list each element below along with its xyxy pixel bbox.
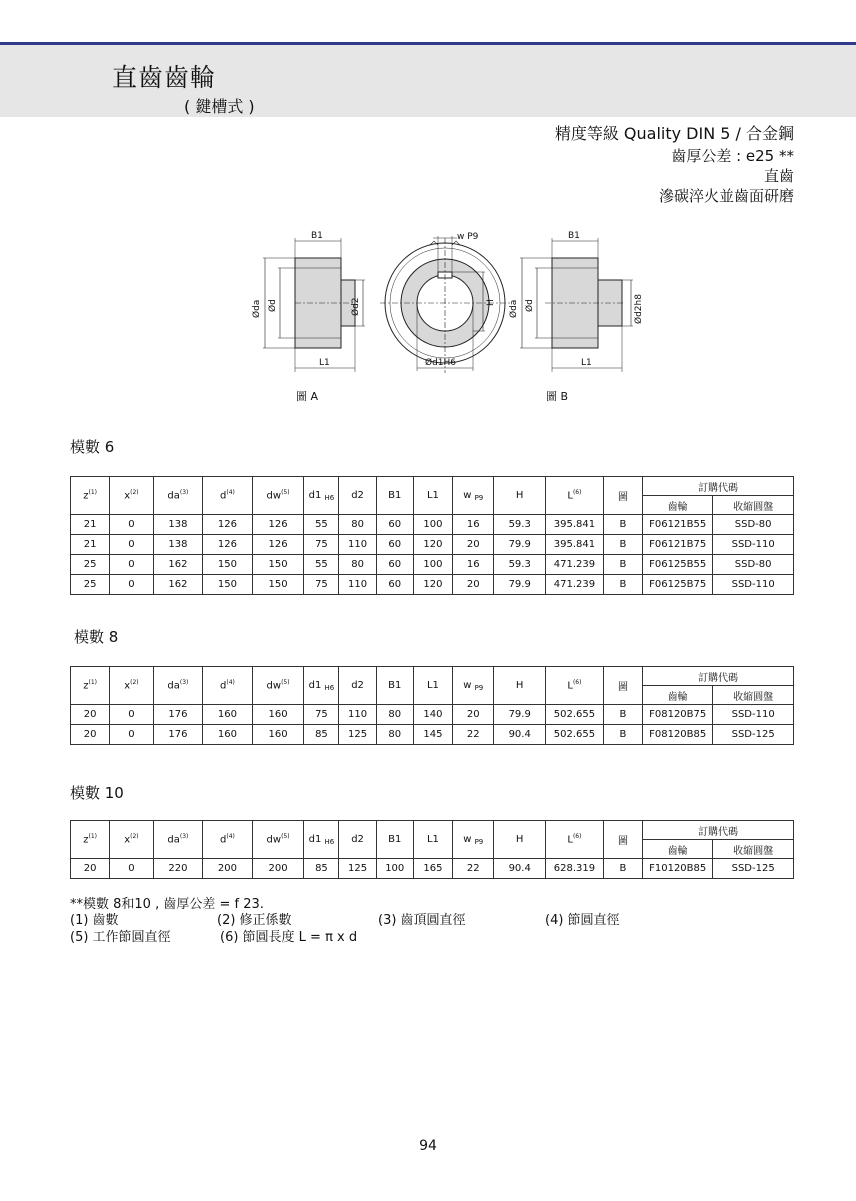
note-5: (5) 工作節圓直徑 [70, 930, 171, 945]
table-cell: F06121B75 [643, 535, 713, 555]
table-cell: 0 [110, 575, 153, 595]
table-cell: 79.9 [494, 535, 546, 555]
col-z-header [71, 821, 110, 859]
header-h: H [515, 490, 524, 501]
header-l1: L1 [426, 680, 439, 691]
col-d-header [203, 667, 253, 705]
table-cell: 200 [252, 859, 304, 879]
table-cell: F10120B85 [643, 859, 713, 879]
header-l1: L1 [426, 490, 439, 501]
table-cell: 0 [110, 859, 153, 879]
fig-a-b1-label: B1 [311, 231, 323, 241]
header-d1: d1 [308, 679, 322, 691]
table-cell: 125 [339, 725, 376, 745]
header-w-sub: P9 [474, 683, 484, 692]
header-b1: B1 [388, 490, 402, 501]
header-d2: d2 [351, 490, 364, 501]
col-d-header [203, 821, 253, 859]
table-cell: 55 [304, 515, 339, 535]
table-cell: 22 [453, 859, 494, 879]
gear-code-header: 齒輪 [643, 686, 713, 705]
table-cell: 16 [453, 515, 494, 535]
col-dw-header [252, 477, 304, 515]
table-cell: 55 [304, 555, 339, 575]
col-dw-header [252, 821, 304, 859]
table-cell: 110 [339, 535, 376, 555]
clamp-code-header: 收縮圓盤 [713, 496, 794, 515]
header-da-ref: (3) [179, 833, 189, 841]
table-cell: 75 [304, 575, 339, 595]
table-cell: 0 [110, 725, 153, 745]
fig-a-d2-label: Ød2 [351, 297, 361, 316]
header-w-sub: P9 [474, 837, 484, 846]
table-cell: 150 [252, 555, 304, 575]
table-cell: 80 [376, 725, 413, 745]
table-cell: 471.239 [546, 555, 604, 575]
table-cell: 90.4 [494, 725, 546, 745]
note-1: (1) 齒數 [70, 913, 119, 928]
table-cell: 59.3 [494, 555, 546, 575]
figure-a-caption: 圖 A [296, 390, 319, 403]
table-cell: 59.3 [494, 515, 546, 535]
table-row [71, 575, 794, 595]
col-fig-header [603, 821, 642, 859]
header-l: L [567, 680, 573, 692]
table-cell: B [603, 535, 642, 555]
header-l1: L1 [426, 834, 439, 845]
table-cell: 126 [203, 515, 253, 535]
col-w-header [453, 821, 494, 859]
table-cell: SSD-125 [713, 859, 794, 879]
header-l: L [567, 490, 573, 502]
section-title-module-6: 模數 6 [70, 438, 115, 456]
fig-b-da-label: Øda [509, 299, 519, 318]
header-x-ref: (2) [130, 489, 139, 497]
table-cell: 60 [376, 515, 413, 535]
table-cell: 21 [71, 515, 110, 535]
header-z: z [83, 490, 89, 502]
table-cell: F06125B55 [643, 555, 713, 575]
header-da-ref: (3) [179, 679, 189, 687]
header-da: da [167, 490, 180, 502]
table-cell: 79.9 [494, 705, 546, 725]
col-x-header [110, 667, 153, 705]
header-dw-ref: (5) [281, 489, 290, 497]
table-cell: SSD-110 [713, 705, 794, 725]
header-x: x [124, 680, 131, 692]
table-cell: 0 [110, 515, 153, 535]
table-cell: 160 [203, 725, 253, 745]
front-d1h6-label: Ød1H6 [425, 358, 457, 368]
col-w-header [453, 667, 494, 705]
table-row [71, 705, 794, 725]
header-z: z [83, 834, 89, 846]
header-w: w [463, 833, 472, 845]
table-cell: 75 [304, 705, 339, 725]
col-l-header [546, 477, 604, 515]
table-row [71, 515, 794, 535]
fig-b-d-label: Ød [525, 299, 535, 312]
fig-a-d-label: Ød [268, 299, 278, 312]
col-d2-header [339, 667, 376, 705]
table-cell: SSD-125 [713, 725, 794, 745]
section-title-module-8: 模數 8 [74, 628, 119, 646]
header-dw: dw [266, 490, 282, 502]
table-cell: F08120B85 [643, 725, 713, 745]
header-l: L [567, 834, 573, 846]
header-h: H [515, 834, 524, 845]
table-cell: 140 [413, 705, 452, 725]
table-cell: 126 [252, 515, 304, 535]
header-d1-sub: H6 [324, 683, 335, 692]
table-cell: B [603, 725, 642, 745]
header-d-ref: (4) [226, 679, 235, 687]
table-cell: 126 [252, 535, 304, 555]
header-w: w [463, 679, 472, 691]
table-cell: 20 [71, 725, 110, 745]
table-cell: 85 [304, 859, 339, 879]
front-h-label: H [486, 299, 496, 306]
table-cell: 80 [339, 555, 376, 575]
spec-table-module-6 [70, 476, 794, 595]
table-cell: 100 [376, 859, 413, 879]
table-cell: 0 [110, 555, 153, 575]
table-cell: 502.655 [546, 725, 604, 745]
col-d2-header [339, 821, 376, 859]
table-cell: F06121B55 [643, 515, 713, 535]
table-cell: 0 [110, 535, 153, 555]
header-z-ref: (1) [88, 833, 97, 841]
figure-b-caption: 圖 B [546, 390, 569, 403]
header-fig: 圖 [617, 682, 628, 693]
table-cell: B [603, 575, 642, 595]
spec-table-module-10 [70, 820, 794, 879]
col-fig-header [603, 667, 642, 705]
note-3: (3) 齒頂圓直徑 [378, 913, 466, 928]
table-cell: 145 [413, 725, 452, 745]
header-b1: B1 [388, 834, 402, 845]
table-cell: 628.319 [546, 859, 604, 879]
order-code-header: 訂購代碼 [643, 821, 794, 840]
table-cell: 162 [153, 555, 203, 575]
table-cell: 150 [203, 555, 253, 575]
table-cell: 100 [413, 515, 452, 535]
col-w-header [453, 477, 494, 515]
table-cell: 100 [413, 555, 452, 575]
table-cell: 16 [453, 555, 494, 575]
table-cell: 125 [339, 859, 376, 879]
col-l-header [546, 821, 604, 859]
header-z-ref: (1) [88, 679, 97, 687]
table-cell: 160 [252, 725, 304, 745]
table-cell: 20 [71, 859, 110, 879]
table-cell: SSD-110 [713, 535, 794, 555]
header-da: da [167, 834, 180, 846]
spec-quality: 精度等級 Quality DIN 5 / 合金鋼 [554, 124, 794, 143]
fig-a-da-label: Øda [252, 299, 262, 318]
page-subtitle: ( 鍵槽式 ) [184, 97, 255, 116]
table-cell: 471.239 [546, 575, 604, 595]
table-cell: 90.4 [494, 859, 546, 879]
table-cell: 80 [339, 515, 376, 535]
table-cell: F08120B75 [643, 705, 713, 725]
header-da: da [167, 680, 180, 692]
header-dw-ref: (5) [281, 833, 290, 841]
table-row [71, 859, 794, 879]
table-cell: SSD-110 [713, 575, 794, 595]
order-code-header: 訂購代碼 [643, 667, 794, 686]
table-cell: 20 [453, 535, 494, 555]
header-b1: B1 [388, 680, 402, 691]
table-cell: B [603, 555, 642, 575]
col-l1-header [413, 821, 452, 859]
table-row [71, 535, 794, 555]
col-h-header [494, 821, 546, 859]
header-x: x [124, 490, 131, 502]
table-cell: 80 [376, 705, 413, 725]
header-d1: d1 [308, 833, 322, 845]
table-cell: 502.655 [546, 705, 604, 725]
table-cell: 165 [413, 859, 452, 879]
header-dw: dw [266, 680, 282, 692]
note-6: (6) 節圓長度 L = π x d [220, 930, 358, 945]
col-z-header [71, 667, 110, 705]
section-title-module-10: 模數 10 [70, 784, 124, 802]
table-row [71, 725, 794, 745]
col-da-header [153, 821, 203, 859]
table-cell: 75 [304, 535, 339, 555]
col-b1-header [376, 667, 413, 705]
note-4: (4) 節圓直徑 [545, 913, 620, 928]
header-w: w [463, 489, 472, 501]
spec-treatment: 滲碳淬火並齒面研磨 [658, 187, 794, 205]
table-cell: 200 [203, 859, 253, 879]
col-h-header [494, 667, 546, 705]
header-d2: d2 [351, 680, 364, 691]
table-cell: 21 [71, 535, 110, 555]
col-l1-header [413, 477, 452, 515]
table-cell: 162 [153, 575, 203, 595]
header-l-ref: (6) [572, 833, 582, 841]
col-da-header [153, 667, 203, 705]
header-l-ref: (6) [572, 489, 582, 497]
col-d2-header [339, 477, 376, 515]
table-row [71, 555, 794, 575]
header-x-ref: (2) [130, 679, 139, 687]
col-x-header [110, 477, 153, 515]
header-fig: 圖 [617, 836, 628, 847]
col-da-header [153, 477, 203, 515]
fig-a-l1-label: L1 [319, 358, 330, 368]
table-cell: 25 [71, 575, 110, 595]
table-cell: 220 [153, 859, 203, 879]
table-cell: 22 [453, 725, 494, 745]
header-fig: 圖 [617, 492, 628, 503]
page-title: 直齒齒輪 [112, 63, 217, 92]
fig-b-l1-label: L1 [581, 358, 592, 368]
spec-tooth-type: 直齒 [763, 167, 794, 185]
order-code-header: 訂購代碼 [643, 477, 794, 496]
page-number: 94 [419, 1138, 437, 1154]
col-h-header [494, 477, 546, 515]
header-h: H [515, 680, 524, 691]
header-dw-ref: (5) [281, 679, 290, 687]
table-cell: 176 [153, 705, 203, 725]
table-cell: 160 [252, 705, 304, 725]
clamp-code-header: 收縮圓盤 [713, 840, 794, 859]
table-cell: 20 [453, 705, 494, 725]
col-d-header [203, 477, 253, 515]
fig-b-b1-label: B1 [568, 231, 580, 241]
table-cell: 0 [110, 705, 153, 725]
front-wp9-label: w P9 [457, 232, 479, 242]
header-d: d [220, 490, 227, 502]
table-cell: 120 [413, 575, 452, 595]
col-d1-header [304, 821, 339, 859]
table-cell: 20 [453, 575, 494, 595]
table-cell: 25 [71, 555, 110, 575]
table-cell: 138 [153, 515, 203, 535]
table-cell: 176 [153, 725, 203, 745]
note-module-tolerance: **模數 8和10 , 齒厚公差 = f 23. [70, 897, 264, 912]
table-cell: SSD-80 [713, 515, 794, 535]
table-cell: 79.9 [494, 575, 546, 595]
table-cell: 60 [376, 535, 413, 555]
col-x-header [110, 821, 153, 859]
header-d-ref: (4) [226, 833, 235, 841]
col-z-header [71, 477, 110, 515]
spec-table-module-8 [70, 666, 794, 745]
gear-drawing [245, 228, 645, 408]
col-l-header [546, 667, 604, 705]
header-x: x [124, 834, 131, 846]
table-cell: 150 [252, 575, 304, 595]
table-cell: SSD-80 [713, 555, 794, 575]
col-d1-header [304, 667, 339, 705]
table-cell: 110 [339, 705, 376, 725]
table-cell: 126 [203, 535, 253, 555]
table-cell: 160 [203, 705, 253, 725]
header-z-ref: (1) [88, 489, 97, 497]
header-d1-sub: H6 [324, 493, 335, 502]
header-d2: d2 [351, 834, 364, 845]
header-da-ref: (3) [179, 489, 189, 497]
header-d1-sub: H6 [324, 837, 335, 846]
note-2: (2) 修正係數 [217, 913, 292, 928]
col-dw-header [252, 667, 304, 705]
table-cell: 395.841 [546, 535, 604, 555]
header-dw: dw [266, 834, 282, 846]
table-cell: 60 [376, 555, 413, 575]
gear-code-header: 齒輪 [643, 840, 713, 859]
col-b1-header [376, 821, 413, 859]
spec-tolerance: 齒厚公差 : e25 ** [671, 147, 794, 165]
col-b1-header [376, 477, 413, 515]
table-cell: 150 [203, 575, 253, 595]
table-cell: 138 [153, 535, 203, 555]
gear-code-header: 齒輪 [643, 496, 713, 515]
table-cell: 395.841 [546, 515, 604, 535]
table-cell: 85 [304, 725, 339, 745]
header-d: d [220, 680, 227, 692]
fig-b-d2h8-label: Ød2h8 [634, 294, 644, 324]
table-cell: 60 [376, 575, 413, 595]
header-z: z [83, 680, 89, 692]
table-cell: 110 [339, 575, 376, 595]
header-d-ref: (4) [226, 489, 235, 497]
header-x-ref: (2) [130, 833, 139, 841]
table-cell: F06125B75 [643, 575, 713, 595]
header-d1: d1 [308, 489, 322, 501]
table-cell: B [603, 705, 642, 725]
header-d: d [220, 834, 227, 846]
table-cell: B [603, 859, 642, 879]
col-l1-header [413, 667, 452, 705]
header-w-sub: P9 [474, 493, 484, 502]
table-cell: B [603, 515, 642, 535]
table-cell: 120 [413, 535, 452, 555]
clamp-code-header: 收縮圓盤 [713, 686, 794, 705]
col-fig-header [603, 477, 642, 515]
col-d1-header [304, 477, 339, 515]
table-cell: 20 [71, 705, 110, 725]
header-l-ref: (6) [572, 679, 582, 687]
